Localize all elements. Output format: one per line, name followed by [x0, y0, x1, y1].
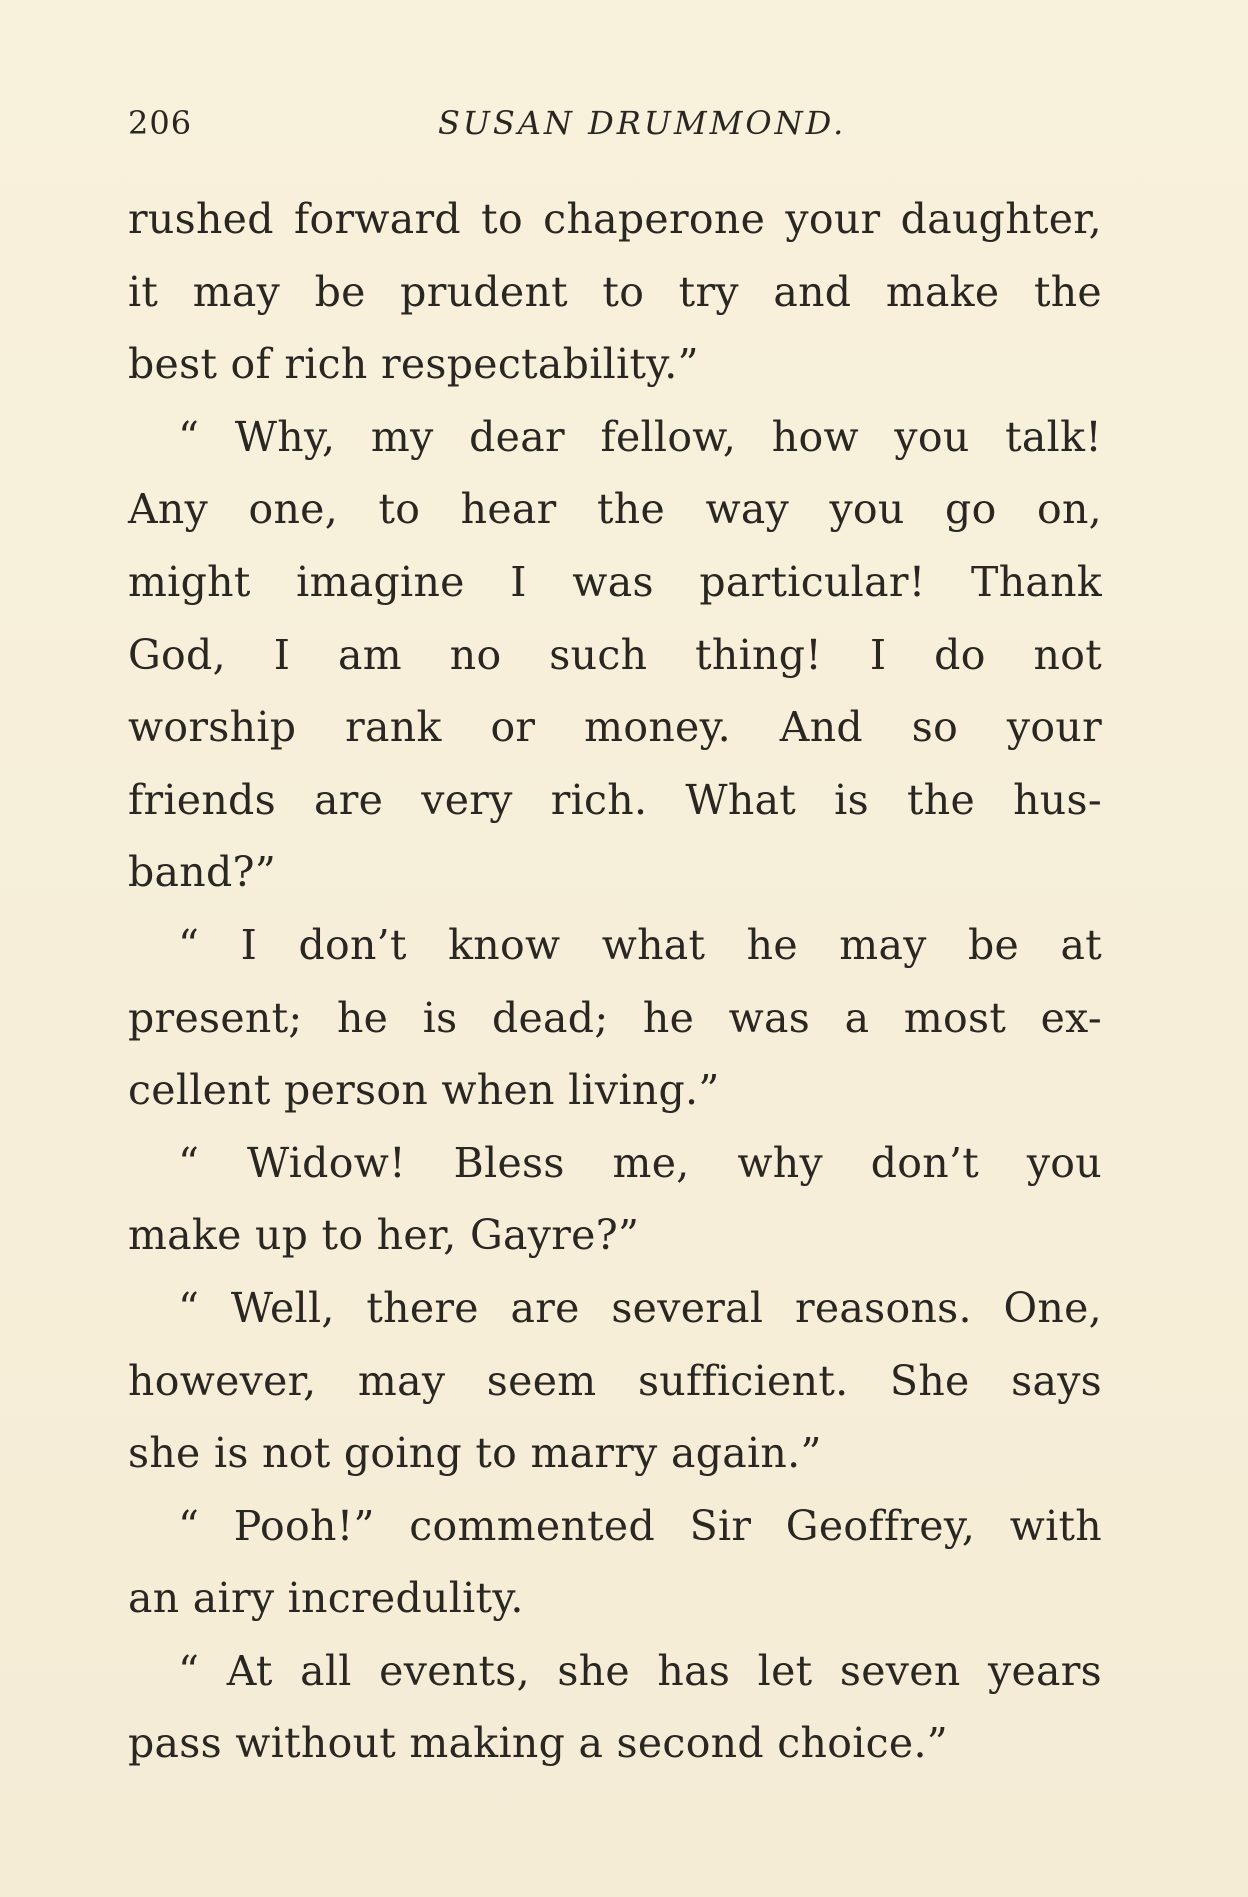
text-line: pass without making a second choice.” [128, 1719, 949, 1768]
text-line: present; he is dead; he was a most ex- [128, 993, 1102, 1042]
text-line: band?” [128, 848, 277, 897]
text-line: she is not going to marry again.” [128, 1429, 822, 1478]
body-text [128, 183, 1102, 1780]
text-line: best of rich respectability.” [128, 340, 699, 389]
text-line: might imagine I was particular! Thank [128, 557, 1102, 606]
text-line: however, may seem sufficient. She says [128, 1356, 1102, 1405]
text-line: Any one, to hear the way you go on, [128, 485, 1102, 534]
running-title: SUSAN DRUMMOND. [438, 104, 847, 142]
text-line: cellent person when living.” [128, 1066, 720, 1115]
text-line: “ At all events, she has let seven years [178, 1646, 1102, 1695]
text-line: “ Widow! Bless me, why don’t you [178, 1138, 1102, 1187]
text-line: worship rank or money. And so your [128, 703, 1102, 752]
text-line: God, I am no such thing! I do not [128, 630, 1102, 679]
text-line: it may be prudent to try and make the [128, 267, 1102, 316]
text-line: “ I don’t know what he may be at [178, 920, 1102, 969]
text-line: rushed forward to chaperone your daughter, [128, 195, 1102, 243]
text-line: “ Why, my dear fellow, how you talk! [178, 412, 1102, 461]
running-head [128, 100, 1108, 150]
text-line: “ Well, there are several reasons. One, [178, 1283, 1102, 1332]
text-line: an airy incredulity. [128, 1574, 524, 1623]
page-number: 206 [128, 104, 193, 142]
text-line: make up to her, Gayre?” [128, 1211, 640, 1260]
text-line: “ Pooh!” commented Sir Geoffrey, with [178, 1501, 1102, 1550]
text-line: friends are very rich. What is the hus- [128, 775, 1102, 824]
